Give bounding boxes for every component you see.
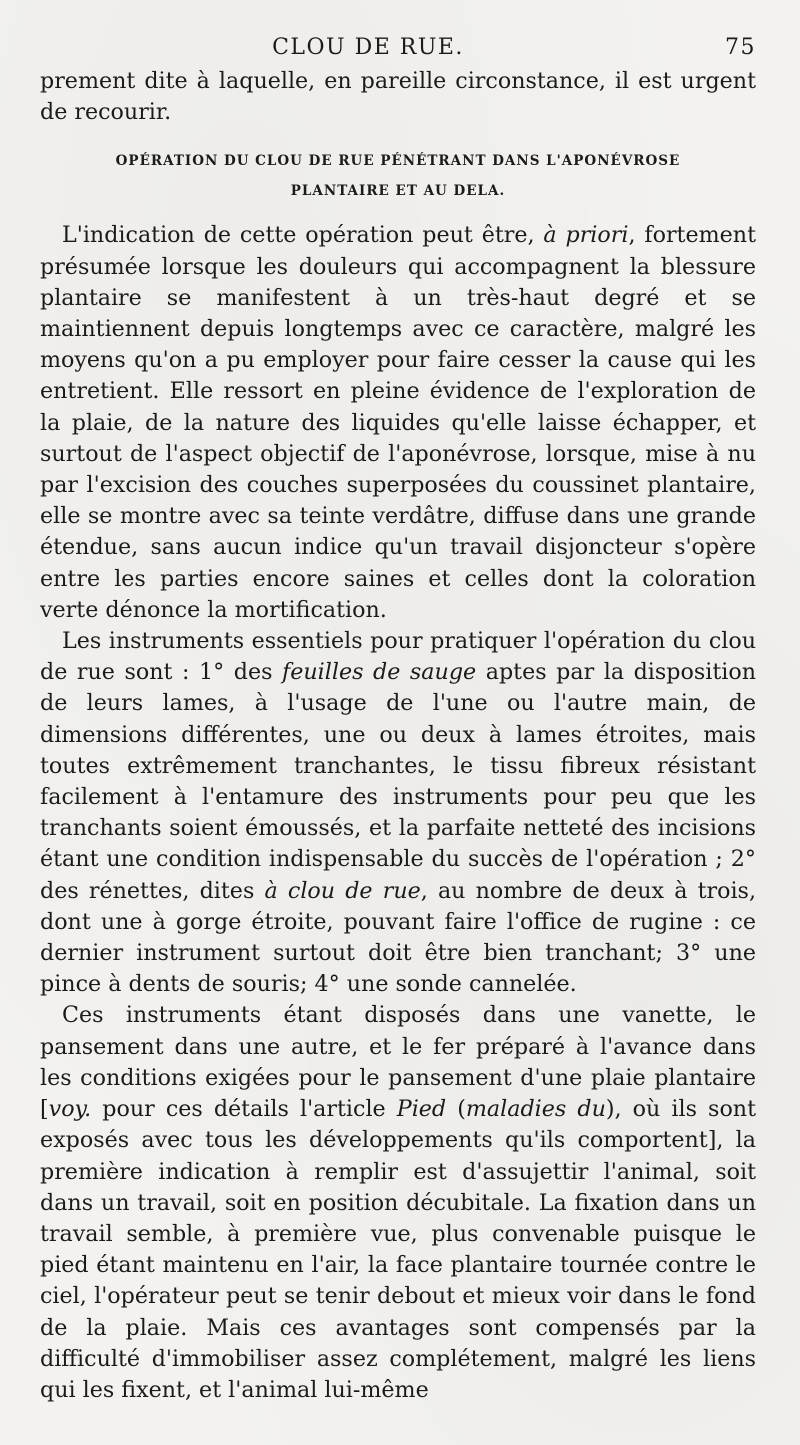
continuation-paragraph: prement dite à laquelle, en pareille circonstance, il est urgent de recourir. [40,68,756,126]
paragraph-3-text-4: ), où ils sont exposés avec tous les développements qu'ils comportent], la première indication à remplir est d'assujettir l'animal, soit dans un travail, soit en position décubitale. La fixation dans un travail semble, à première vue, plus convenable puisque le pied étant maintenu en l'air, la face plantaire tournée contre le ciel, l'opérateur peut se tenir debout et mieux voir dans le fond de la plaie. Mais ces avantages sont compensés par la difficulté d'immobiliser assez complétement, malgré les liens qui les fixent, et l'animal lui-même [40,1096,757,1403]
paragraph-1-text-2: , fortement présumée lorsque les douleurs qui accompagnent la blessure plantaire se manifestent à un très-haut degré et se maintiennent depuis longtemps avec ce caractère, malgré les moyens qu'on a pu employer pour faire cesser la cause qui les entretient. Elle ressort en pleine évidence de l'exploration de la plaie, de la nature des liquides qu'elle laisse échapper, et surtout de l'aspect objectif de l'aponévrose, lorsque, mise à nu par l'excision des couches superposées du coussinet plantaire, elle se montre avec sa teinte verdâtre, diffuse dans une grande étendue, sans aucun indice qu'un travail disjoncteur s'opère entre les parties encore saines et celles dont la coloration verte dénonce la mortification. [40,222,756,623]
paragraph-instruments [40,626,756,1000]
paragraph-3-italic-1: voy. [48,1096,92,1123]
paragraph-1-text-1: L'indication de cette opération peut être, [62,222,544,249]
section-title-line-1: OPÉRATION DU CLOU DE RUE PÉNÉTRANT DANS L'APONÉVROSE [115,153,681,170]
paragraph-2-text-2: aptes par la disposition de leurs lames, à l'usage de l'une ou l'autre main, de dimensions différentes, une ou deux à lames étroites, mais toutes extrêmement tranchantes, le tissu fibreux résistant facilement à l'entamure des instruments pour peu que les tranchants soient émoussés, et la parfaite netteté des incisions étant une condition indispensable du succès de l'opération ; 2° des rénettes, dites [40,659,756,904]
paragraph-1-italic-1: à priori [543,222,629,249]
paragraph-3-text-3: ( [446,1096,466,1123]
paragraph-2-italic-2: à clou de rue [264,877,421,904]
paragraph-3-text-1: Ces instruments étant disposés dans une vanette, le pansement dans une autre, et le fer préparé à l'avance dans les conditions exigées pour le pansement d'une plaie plantaire [ [40,1002,756,1123]
paragraph-indication [40,220,756,626]
page-number: 75 [725,35,756,60]
paragraph-2-text-3: , au nombre de deux à trois, dont une à gorge étroite, pouvant faire l'office de rugine : ce dernier instrument surtout doit être bien tranchant; 3° une pince à dents de souris; 4° une sonde cannelée. [40,877,756,998]
paragraph-3-italic-2: Pied [396,1096,447,1123]
running-head [40,30,756,66]
body-text [40,66,756,1406]
section-title-line-2: PLANTAIRE ET AU DELA. [290,183,506,200]
paragraph-2-text-1: Les instruments essentiels pour pratiquer l'opération du clou de rue sont : 1° des [40,628,756,686]
paragraph-3-text-2: pour ces détails l'article [91,1096,397,1123]
paragraph-2-italic-1: feuilles de sauge [282,659,477,686]
paragraph-3-italic-3: maladies du [465,1096,606,1123]
section-title [40,146,756,206]
running-title: CLOU DE RUE. [272,35,464,60]
paragraph-preparation [40,1000,756,1406]
